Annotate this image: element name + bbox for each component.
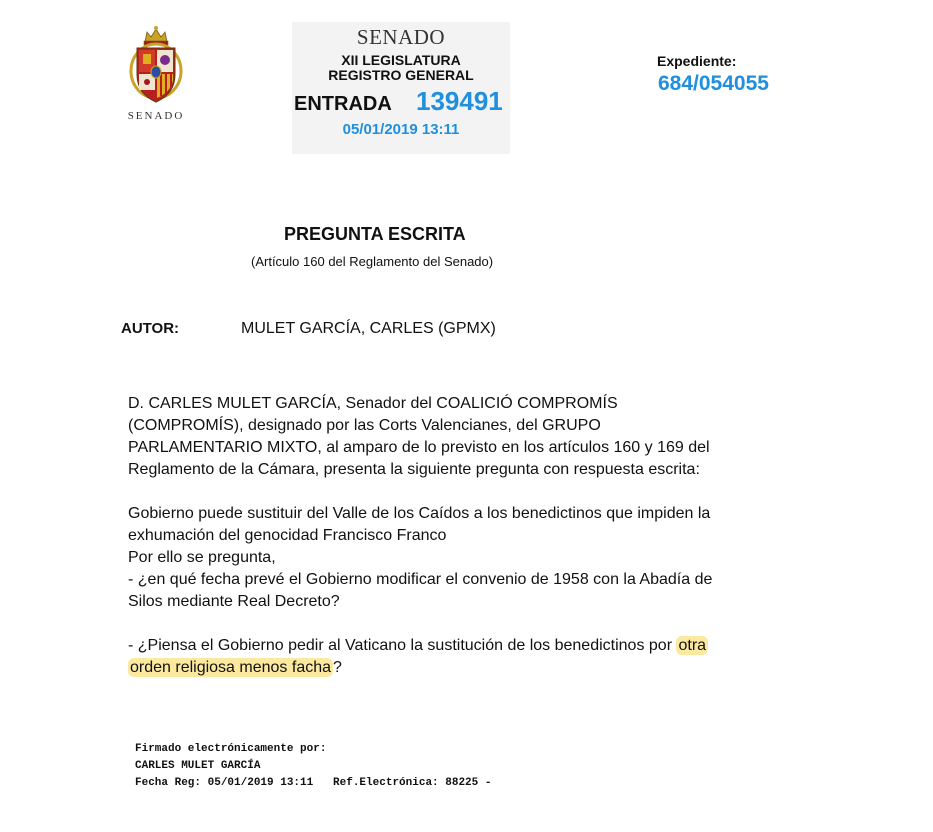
paragraph-gap	[128, 481, 808, 503]
expediente-value: 684/054055	[658, 72, 769, 95]
highlighted-text: orden religiosa menos facha	[130, 659, 332, 676]
registry-stamp	[292, 22, 510, 154]
senado-crest	[118, 24, 194, 128]
stamp-title: SENADO	[356, 25, 446, 49]
stamp-datetime: 05/01/2019 13:11	[342, 121, 460, 138]
stamp-entrada-number: 139491	[416, 86, 503, 116]
page-subtitle: (Artículo 160 del Reglamento del Senado)	[251, 254, 494, 269]
stamp-legislatura: XII LEGISLATURA	[341, 52, 461, 68]
stamp-entrada-label: ENTRADA	[294, 93, 392, 115]
signature-name: CARLES MULET GARCÍA	[135, 760, 261, 772]
signature-registration: Fecha Reg: 05/01/2019 13:11 Ref.Electrónica: 88225 -	[135, 777, 492, 789]
highlighted-text: otra	[678, 637, 707, 654]
question-body	[128, 393, 808, 679]
last-question-end: ?	[333, 659, 342, 676]
coat-of-arms-icon	[127, 24, 185, 106]
last-question-paragraph	[128, 635, 808, 679]
electronic-signature	[135, 741, 491, 792]
question-paragraph: Gobierno puede sustituir del Valle de los Caídos a los benedictinos que impiden la exhumación del genocidad Francisco Franco Por ello se pregunta, - ¿en qué fecha prevé el Gobierno modificar el convenio de 1958 con la Abadía de Silos mediante Real Decreto?	[128, 505, 713, 610]
last-question-text: - ¿Piensa el Gobierno pedir al Vaticano la sustitución de los benedictinos por	[128, 637, 677, 654]
expediente-label: Expediente:	[657, 53, 737, 69]
signature-line: Firmado electrónicamente por:	[135, 743, 327, 755]
paragraph-gap	[128, 613, 808, 635]
author-value: MULET GARCÍA, CARLES (GPMX)	[241, 320, 496, 337]
crest-caption: SENADO	[127, 110, 185, 122]
author-label: AUTOR:	[121, 320, 180, 337]
intro-paragraph: D. CARLES MULET GARCÍA, Senador del COALICIÓ COMPROMÍS (COMPROMÍS), designado por las Corts Valencianes, del GRUPO PARLAMENTARIO MIXTO, al amparo de lo previsto en los artículos 160 y 169 del Reglamento de la Cámara, presenta la siguiente pregunta con respuesta escrita:	[128, 395, 710, 478]
stamp-registro: REGISTRO GENERAL	[328, 67, 474, 83]
page-title: PREGUNTA ESCRITA	[284, 224, 466, 244]
